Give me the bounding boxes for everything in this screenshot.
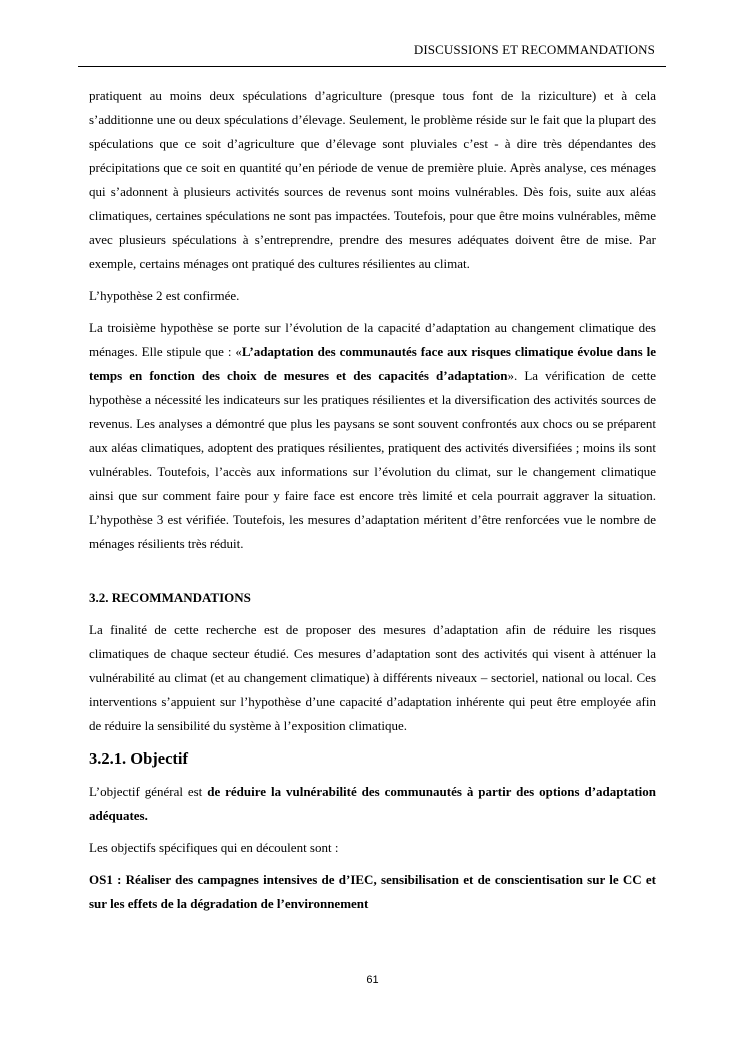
hypothesis-3-intro: La troisième hypothèse se porte sur l’évolution de la capacité d’adaptation au changement climatique des ménages. Elle stipule que : «	[89, 320, 656, 359]
paragraph-general-objective	[89, 780, 656, 828]
subsection-heading-objectif: 3.2.1. Objectif	[89, 749, 188, 768]
paragraph-os1	[89, 868, 656, 916]
paragraph-hypothesis-3	[89, 316, 656, 556]
section-heading-recommandations: 3.2. RECOMMANDATIONS	[89, 590, 251, 605]
paragraph-recommandations-intro: La finalité de cette recherche est de proposer des mesures d’adaptation afin de réduire les risques climatiques de chaque secteur étudié. Ces mesures d’adaptation sont des activités qui visent à atténuer la vulnérabilité au climat (et au changement climatique) à différents niveaux – sectoriel, national ou local. Ces interventions s’appuient sur l’hypothèse d’une capacité d’adaptation inhérente qui peut être employée afin de réduire la sensibilité du système à l’exposition climatique.	[89, 622, 656, 733]
hypothesis-3-discussion: ». La vérification de cette hypothèse a nécessité les indicateurs sur les pratiques résilientes et la diversification des activités sources de revenus. Les analyses a démontré que plus les paysans se sont souvent confrontés aux chocs ou se préparent aux aléas climatiques, adoptent des pratiques résilientes, pratiquent des activités diversifiées ; moins ils sont vulnérables. Toutefois, l’accès aux informations sur l’évolution du climat, sur le changement climatique ainsi que sur comment faire pour y faire face est encore très limité et cela pourrait aggraver la situation. L’hypothèse 3 est vérifiée. Toutefois, les mesures d’adaptation méritent d’être renforcées vue le nombre de ménages résilients très réduit.	[89, 368, 656, 551]
general-objective-statement: de réduire la vulnérabilité des communautés à partir des options d’adaptation adéquates.	[89, 784, 656, 823]
paragraph-specific-objectives-intro: Les objectifs spécifiques qui en découlent sont :	[89, 840, 339, 855]
section-spacer	[89, 564, 656, 586]
paragraph-hypothesis-2-confirmed: L’hypothèse 2 est confirmée.	[89, 288, 240, 303]
running-header: DISCUSSIONS ET RECOMMANDATIONS	[413, 42, 655, 57]
hypothesis-3-statement: L’adaptation des communautés face aux risques climatique évolue dans le temps en fonction des choix de mesures et des capacités d’adaptation	[89, 344, 656, 383]
page-number: 61	[366, 974, 379, 986]
page-body	[89, 84, 656, 924]
general-objective-intro: L’objectif général est	[89, 784, 208, 799]
paragraph-hypothesis-2-discussion: pratiquent au moins deux spéculations d’agriculture (presque tous font de la riziculture) et à cela s’additionne une ou deux spéculations d’élevage. Seulement, le problème réside sur le fait que la plupart des spéculations que ce soit d’agriculture que d’élevage sont pluviales c’est - à dire très dépendantes des précipitations que ce soit en quantité qu’en période de venue de première pluie. Après analyse, ces ménages qui s’adonnent à plusieurs activités sources de revenus sont moins vulnérables. Dès fois, suite aux aléas climatiques, certaines spéculations ne sont pas impactées. Toutefois, pour que être moins vulnérables, même avec plusieurs spéculations à s’entreprendre, prendre des mesures adéquates doivent être de mise. Par exemple, certains ménages ont pratiqué des cultures résilientes au climat.	[89, 88, 656, 271]
os1-statement: OS1 : Réaliser des campagnes intensives de d’IEC, sensibilisation et de conscientisation sur le CC et sur les effets de la dégradation de l’environnement	[89, 872, 656, 911]
header-divider	[78, 66, 666, 67]
